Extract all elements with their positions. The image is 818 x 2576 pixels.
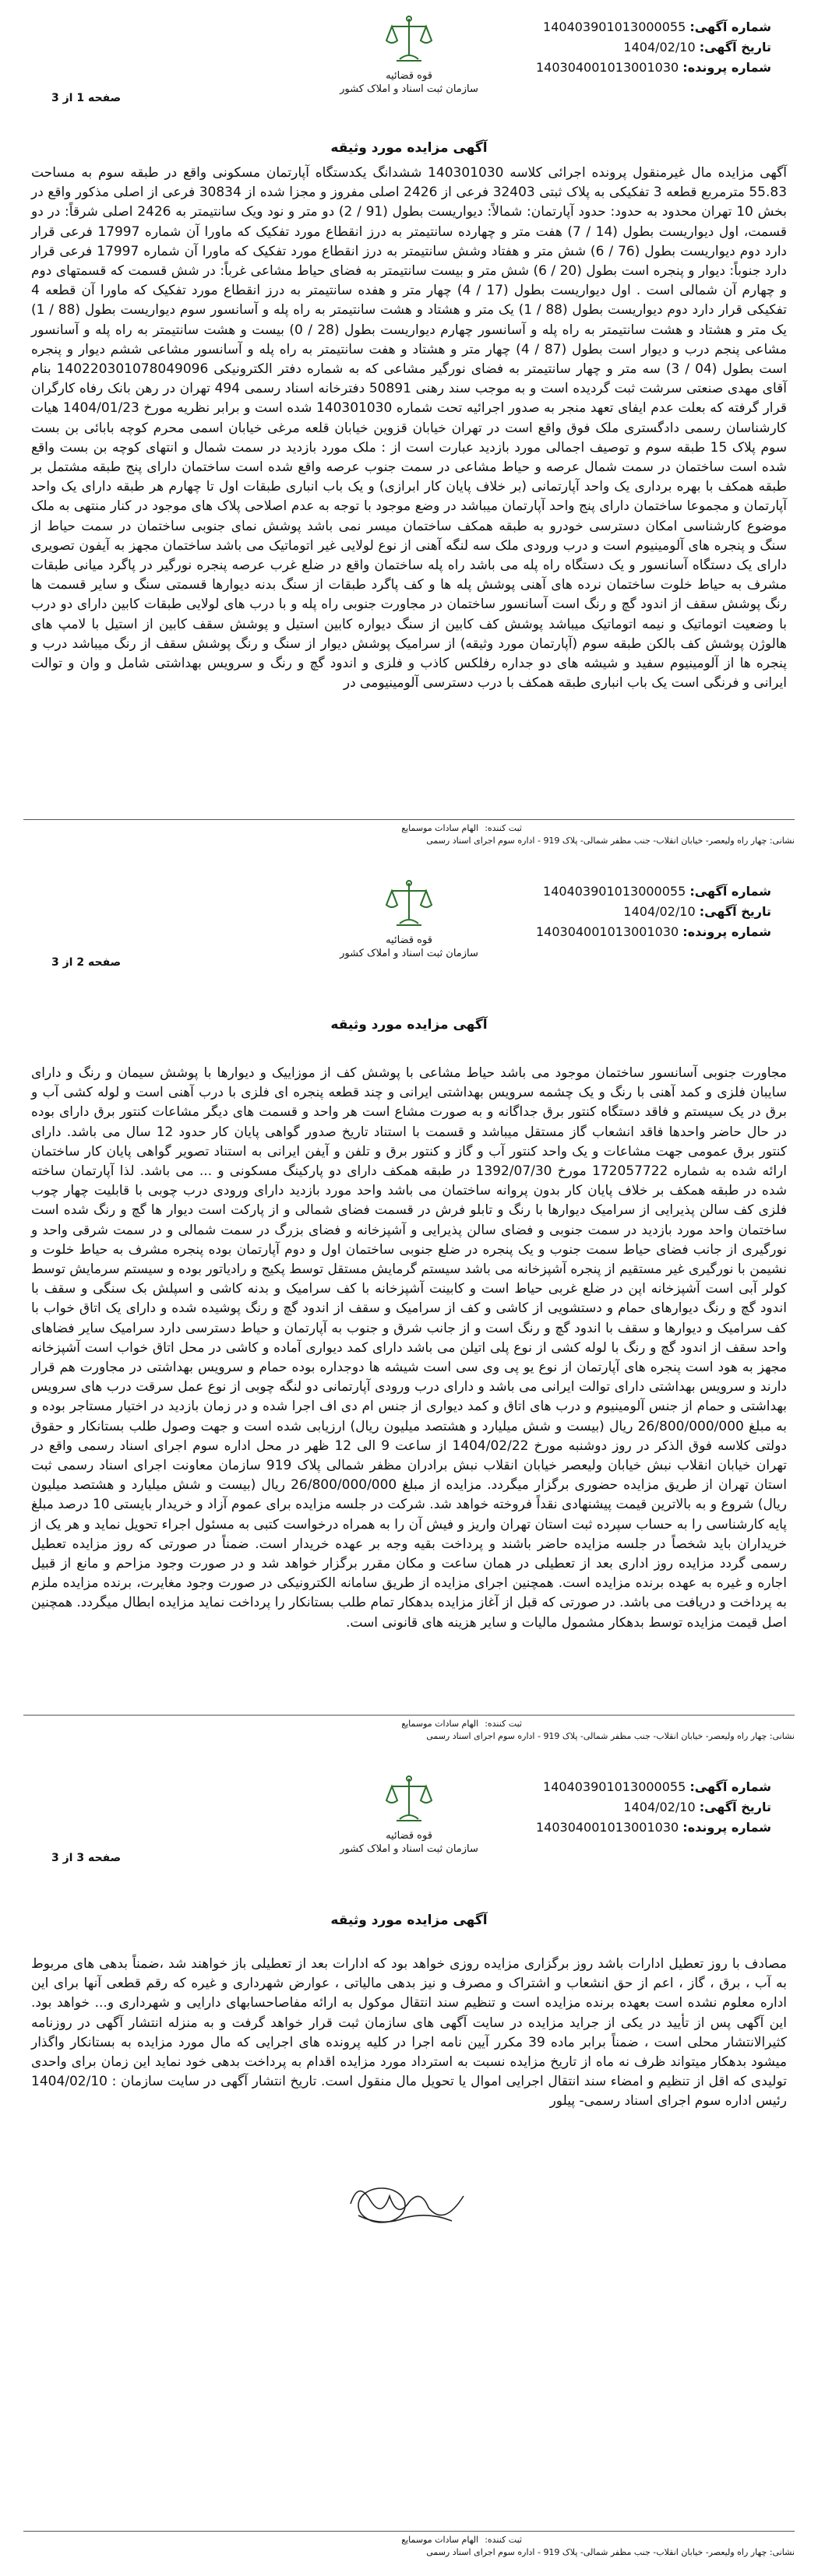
judiciary-emblem bbox=[316, 878, 502, 959]
file-number: 140304001013001030 bbox=[535, 1820, 679, 1835]
notice-title: آگهی مزایده مورد وثیقه bbox=[330, 1017, 488, 1033]
notice-meta bbox=[536, 17, 771, 78]
file-number-label: شماره پرونده: bbox=[682, 924, 771, 939]
notice-number-label: شماره آگهی: bbox=[689, 19, 771, 34]
official-signature bbox=[335, 2173, 483, 2243]
file-number-label: شماره پرونده: bbox=[682, 60, 771, 75]
office-address: نشانی: چهار راه ولیعصر- خیابان انقلاب- جنب مظفر شمالی- پلاک 919 - اداره سوم اجرای اسناد رسمی bbox=[426, 1731, 795, 1741]
emblem-caption: قوه قضائیه bbox=[386, 934, 432, 946]
notice-title: آگهی مزایده مورد وثیقه bbox=[330, 1913, 488, 1928]
page-footer bbox=[23, 2531, 795, 2557]
page-number: صفحه 2 از 3 bbox=[51, 956, 122, 969]
notice-title: آگهی مزایده مورد وثیقه bbox=[330, 140, 488, 156]
emblem-caption: قوه قضائیه bbox=[386, 1830, 432, 1842]
notice-meta bbox=[536, 1777, 771, 1838]
notice-number: 140403901013000055 bbox=[543, 1779, 686, 1794]
notice-date: 1404/02/10 bbox=[623, 1800, 696, 1814]
notice-number-label: شماره آگهی: bbox=[689, 884, 771, 899]
registrar-name: الهام سادات موسمایع bbox=[401, 1719, 479, 1729]
judiciary-emblem bbox=[316, 14, 502, 95]
organization-name: سازمان ثبت اسناد و املاک کشور bbox=[340, 948, 478, 959]
scales-of-justice-icon bbox=[384, 1774, 434, 1828]
notice-number: 140403901013000055 bbox=[543, 884, 686, 899]
emblem-caption: قوه قضائیه bbox=[386, 70, 432, 82]
notice-body: مجاورت جنوبی آسانسور ساختمان موجود می باشد حیاط مشاعی با پوشش کف از موزاییک و دیوارها با پوشش سیمان و رنگ و دارای سایبان فلزی و کمد آهنی با رنگ و یک چشمه سرویس بهداشتی ایرانی و چند قطعه پنجره ای فلزی با درب آهنی است و لوله کشی آب و برق در یک سیستم و فاقد دستگاه کنتور برق جداگانه و به صورت مشاع است هر واحد و قسمت های دیگر مشاعات کنتور برق دارای بوده در حال حاضر واحدها فاقد انشعاب گاز مستقل میباشد و قسمت با استناد تاریخ صدور گواهی پایان کار حدود 12 سال می باشد. دارای کنتور برق عمومی جهت مشاعات و یک واحد کنتور آب و گاز و کنتور برق و تلفن و آیفن ایرانی به استناد تصویر گواهی پایان کار ساختمان ارائه شده به شماره 172057722 مورخ 1392/07/30 در طبقه همکف دارای دو پارکینگ مسکونی و ... می باشد. لذا آپارتمان ساخته شده در طبقه همکف بر خلاف پایان کار بدون پروانه ساختمان می باشد واحد مورد بازدید دارای ورودی درب چوبی با قابلیت چهار چوب فلزی کف سالن پذیرایی از سرامیک دیوارها با رنگ و تابلو فرش در قسمت فضای شمالی و از پارکت است دیوار ها گچ و رنگ شده است ساختمان واحد مورد بازدید در سمت جنوبی و فضای سالن پذیرایی و آشپزخانه و فضای بزرگ در سمت شمالی و در سمت شرقی واحد و نورگیری از جانب فضای حیاط سمت جنوب و یک پنجره در ضلع جنوبی ساختمان اول و دوم آپارتمان بوده پنجره مشرف به حیاط خلوت و نشیمن با نورگیری غیر مستقیم از پنجره آشپزخانه می باشد سیستم گرمایش مستقل توسط پکیج و رادیاتور بوده و سیستم سرمایش توسط کولر آبی است آشپزخانه اپن در ضلع غربی حیاط است و کابینت آشپزخانه با کف سرامیک و بدنه کاشی و اسپلش بک سنگی و سقف با اندود گچ و رنگ دیوارهای حمام و دستشویی از کاشی و کف از سرامیک و سقف از اندود گچ و رنگ پوشیده شده و دارای یک اتاق خواب با کف سرامیک و دیوارها و سقف با اندود گچ و رنگ است و از جانب شرق و جنوب به آپارتمان و حیاط دسترسی دارد سرامیک سایر فضاهای واحد سقف از اندود گچ و رنگ با لوله کشی از نوع پلی اتیلن می باشد دارای کمد دیواری آماده و کاشی در محل اتاق خواب است آشپزخانه مجهز به هود است پنجره های آپارتمان از نوع یو پی وی سی است شیشه ها دوجداره بوده حمام و سرویس بهداشتی در مجاورت هم قرار دارند و سرویس بهداشتی دارای توالت ایرانی می باشد و دارای درب ورودی آپارتمانی دو لنگه چوبی از نوع عمل سرقت درب های سرویس بهداشتی و حمام از جنس آلومینیوم و درب های اتاق و کمد دیواری از جنس ام دی اف اجرا شده و در زمان بازدید در اختیار مستاجر بوده و به مبلغ 26/800/000/000 ریال (بیست و شش میلیارد و هشتصد میلیون ریال) ارزیابی شده است و جهت وصول طلب بستانکار و حقوق دولتی کلاسه فوق الذکر در روز دوشنبه مورخ 1404/02/22 از ساعت 9 الی 12 ظهر در محل اداره سوم اجرای اسناد رسمی واقع در تهران خیابان انقلاب نبش خیابان ولیعصر خیابان انقلاب نبش برادران مظفر شمالی پلاک 919 سازمان معاونت اجرای اسناد رسمی ثبت استان تهران از طریق مزایده حضوری برگزار میگردد. مزایده از مبلغ 26/800/000/000 ریال (بیست و شش میلیارد و هشتصد میلیون ریال) شروع و به بالاترین قیمت پیشنهادی نقداً فروخته خواهد شد. شرکت در جلسه مزایده برای عموم آزاد و خریدار بایستی 10 درصد مبلغ پایه کارشناسی را به حساب سپرده ثبت استان تهران واریز و فیش آن را به همراه درخواست کتبی به مسئول اجراء تحویل نماید و هر یک از خریداران باید شخصاً در جلسه مزایده حاضر باشند و پرداخت بقیه وجه بر عهده خریدار است. ضمناً در صورتی که روز مزایده تعطیل رسمی گردد مزایده روز اداری بعد از تعطیلی در همان ساعت و مکان مقرر برگزار خواهد شد و در صورت وجود مزاحم و مانع از قبیل اجاره و غیره به عهده برنده مزایده است. همچنین اجرای مزایده از طریق سامانه الکترونیکی در صورت وجود مغایرت، برنده مزایده ملزم به پرداخت و دریافت می باشد. در صورتی که قبل از آغاز مزایده بدهکار تمام طلب بستانکار را پرداخت نماید مزایده ابطال میگردد. همچنین اصل قیمت مزایده توسط بدهکار مشمول مالیات و سایر هزینه های قانونی است. bbox=[31, 1065, 788, 1631]
notice-number-label: شماره آگهی: bbox=[689, 1779, 771, 1794]
notice-number: 140403901013000055 bbox=[543, 19, 686, 34]
footer-rule bbox=[23, 819, 795, 820]
organization-name: سازمان ثبت اسناد و املاک کشور bbox=[340, 1843, 478, 1855]
notice-date-label: تاریخ آگهی: bbox=[699, 40, 771, 55]
notice-meta bbox=[536, 882, 771, 942]
registrar-label: ثبت کننده: bbox=[485, 2535, 522, 2545]
registrar-name: الهام سادات موسمایع bbox=[401, 823, 479, 833]
notice-date-label: تاریخ آگهی: bbox=[699, 904, 771, 919]
file-number-label: شماره پرونده: bbox=[682, 1820, 771, 1835]
footer-rule bbox=[23, 1715, 795, 1716]
notice-page-3 bbox=[0, 1760, 818, 2576]
notice-date: 1404/02/10 bbox=[623, 904, 696, 919]
scales-of-justice-icon bbox=[384, 878, 434, 933]
notice-date-label: تاریخ آگهی: bbox=[699, 1800, 771, 1814]
registrar-label: ثبت کننده: bbox=[485, 823, 522, 833]
notice-body: مصادف با روز تعطیل ادارات باشد روز برگزاری مزایده روزی خواهد بود که ادارات بعد از تعطیلی باز خواهند شد ،ضمناً بدهی های مربوط به آب ، برق ، گاز ، اعم از حق انشعاب و اشتراک و مصرف و نیز بدهی مالیاتی ، عوارض شهرداری و غیره که رقم قطعی آنها برای این اداره معلوم نشده است بعهده برنده مزایده است و تنظیم سند انتقال موکول به ارائه مفاصاحسابهای دارایی و شهرداری و... خواهد بود. این آگهی پس از تأیید در یکی از جراید مزایده در سایت آگهی های سازمان ثبت قرار خواهد گرفت و به منزله انتشار آگهی در روزنامه کثیرالانتشار محلی است ، ضمناً برابر ماده 39 مکرر آیین نامه اجرا در کلیه پرونده های اجرایی که مال مورد مزایده به بستانکار واگذار میشود بدهکار میتواند ظرف نه ماه از تاریخ مزایده نسبت به استرداد مورد مزایده اقدام به پرداخت بدهی خود نماید این زمان برای واحدی تولیدی که اقل از تنظیم و امضاء سند انتقال اجرایی اموال یا تحویل مال منقول است. تاریخ انتشار آگهی در سایت سازمان : 1404/02/10 رئیس اداره سوم اجرای اسناد رسمی- پیلور bbox=[31, 1956, 787, 2110]
registrar-label: ثبت کننده: bbox=[485, 1719, 522, 1729]
page-footer bbox=[23, 1715, 795, 1741]
notice-body: آگهی مزایده مال غیرمنقول پرونده اجرائی کلاسه 140301030 ششدانگ یکدستگاه آپارتمان مسکونی واقع در طبقه سوم به مساحت 55.83 مترمربع قطعه 3 تفکیکی به پلاک ثبتی 32403 فرعی از 2426 اصلی مفروز و مجزا شده از 30834 فرعی از اصلی مذکور واقع در بخش 10 تهران محدود به حدود: حدود آپارتمان: شمالاً: دیواریست بطول (91 / 2) دو متر و نود ویک سانتیمتر به 2426 اصلی شرقاً: در دو قسمت، اول دیواریست بطول (14 / 7) هفت متر و چهارده سانتیمتر به درز انقطاع مورد تفکیک که ماورا آن شماره 17997 فرعی قرار دارد دوم دیواریست بطول (76 / 6) شش متر و هفتاد وشش سانتیمتر به درز انقطاع مورد تفکیک که ماورا آن شماره 17997 فرعی قرار دارد جنوباً: دیوار و پنجره است بطول (20 / 6) شش متر و بیست سانتیمتر به فضای حیاط مشاعی غرباً: در شش قسمت که قسمتهای دوم و چهارم آن شمالی است . اول دیواریست بطول (17 / 4) چهار متر و هفده سانتیمتر به درز انقطاع مورد تفکیک که ماورا آن قطعه 4 تفکیکی قرار دارد دوم دیواریست بطول (88 / 1) یک متر و هشتاد و هشت سانتیمتر به راه پله و آسانسور سوم دیواریست بطول (88 / 1) یک متر و هشتاد و هشت سانتیمتر به راه پله و آسانسور چهارم دیواریست بطول (28 / 0) بیست و هشت سانتیمتر به راه پله و آسانسور مشاعی پنجم درب و دیوار است بطول (87 / 4) چهار متر و هشتاد و هفت سانتیمتر به راه پله و آسانسور مشاعی ششم دیوار و پنجره است بطول (04 / 3) سه متر و چهار سانتیمتر به فضای نورگیر مشاعی که به شماره دفتر الکترونیکی 140220301078049096 بنام آقای مهدی صنعتی سرشت ثبت گردیده است و به موجب سند رهنی 50891 دفترخانه اسناد رسمی 494 تهران در رهن بانک رفاه کارگران قرار گرفته که بعلت عدم ایفای تعهد منجر به صدور اجرائیه تحت شماره 140301030 شده است و برابر نظریه مورخ 1404/01/23 هیات کارشناسان رسمی دادگستری ملک فوق واقع است در تهران خیابان قزوین خیابان قلعه مرغی خیابان اسمی محرم کوچه بابائی بن بست سوم پلاک 15 طبقه سوم و توصیف اجمالی مورد بازدید عبارت است از : ملک مورد بازدید در سمت شمال و انتهای کوچه بن بست واقع شده است ساختمان در سمت شمال عرصه و حیاط مشاعی در سمت جنوب عرصه واقع شده است ساختمان دارای پنج طبقه مشتمل بر طبقه همکف با بهره برداری یک واحد آپارتمانی (بر خلاف پایان کار ابرازی) و یک باب انباری طبقات اول تا چهارم هر طبقه دارای یک واحد آپارتمان و مجموعا ساختمان دارای پنج واحد آپارتمان میباشد در وضع موجود با توجه به عدم اصلاحی پلاک های موجود در کنار منتهی به ملک موضوع کارشناسی امکان دسترسی خودرو به طبقه همکف ساختمان میسر نمی باشد پوشش نمای جنوبی ساختمان در سمت حیاط از سنگ و پنجره های آلومینیوم است و درب ورودی ملک سه لنگه آهنی از نوع لولایی غیر اتوماتیک می باشد ساختمان مجهز به آیفون تصویری دارای یک دستگاه آسانسور و یک دستگاه راه پله می باشد راه پله ساختمان واقع در ضلع غرب عرصه پنجره نورگیر در پاگرد میانی طبقات مشرف به حیاط خلوت ساختمان نرده های آهنی پوشش پله ها و کف پاگرد طبقات از سنگ بدنه دیوارها قسمتی سنگ و سایر قسمت ها رنگ پوشش سقف از اندود گچ و رنگ است آسانسور ساختمان در مجاورت جنوبی راه پله و با درب های لولایی طبقات کابین دارای دو درب با وضعیت اتوماتیک و نیمه اتوماتیک میباشد پوشش کف کابین از سنگ دیواره کابین استیل و پوشش سقف کابین از استیل با لامپ های هالوژن پوشش کف بالکن طبقه سوم (آپارتمان مورد وثیقه) از سرامیک پوشش دیوار از سنگ و رنگ پوشش سقف از رنگ میباشد درب و پنجره ها از آلومینیوم سفید و شیشه های دو جداره رفلکس کاذب و فلزی و اندود گچ و رنگ و سرویس بهداشتی شامل و وان و توالت ایرانی و فرنگی است یک باب انباری طبقه همکف با درب دسترسی آلومینیومی در bbox=[31, 165, 788, 692]
scales-of-justice-icon bbox=[384, 14, 434, 69]
file-number: 140304001013001030 bbox=[535, 60, 679, 75]
notice-date: 1404/02/10 bbox=[623, 40, 696, 55]
page-footer bbox=[23, 819, 795, 846]
judiciary-emblem bbox=[316, 1774, 502, 1855]
registrar-name: الهام سادات موسمایع bbox=[401, 2535, 479, 2545]
footer-rule bbox=[23, 2531, 795, 2532]
page-number: صفحه 3 از 3 bbox=[51, 1852, 122, 1864]
office-address: نشانی: چهار راه ولیعصر- خیابان انقلاب- جنب مظفر شمالی- پلاک 919 - اداره سوم اجرای اسناد رسمی bbox=[426, 2547, 795, 2557]
page-number: صفحه 1 از 3 bbox=[51, 92, 122, 104]
notice-page-2 bbox=[0, 864, 818, 1760]
file-number: 140304001013001030 bbox=[535, 924, 679, 939]
notice-page-1 bbox=[0, 0, 818, 864]
organization-name: سازمان ثبت اسناد و املاک کشور bbox=[340, 83, 478, 95]
office-address: نشانی: چهار راه ولیعصر- خیابان انقلاب- جنب مظفر شمالی- پلاک 919 - اداره سوم اجرای اسناد رسمی bbox=[426, 836, 795, 846]
